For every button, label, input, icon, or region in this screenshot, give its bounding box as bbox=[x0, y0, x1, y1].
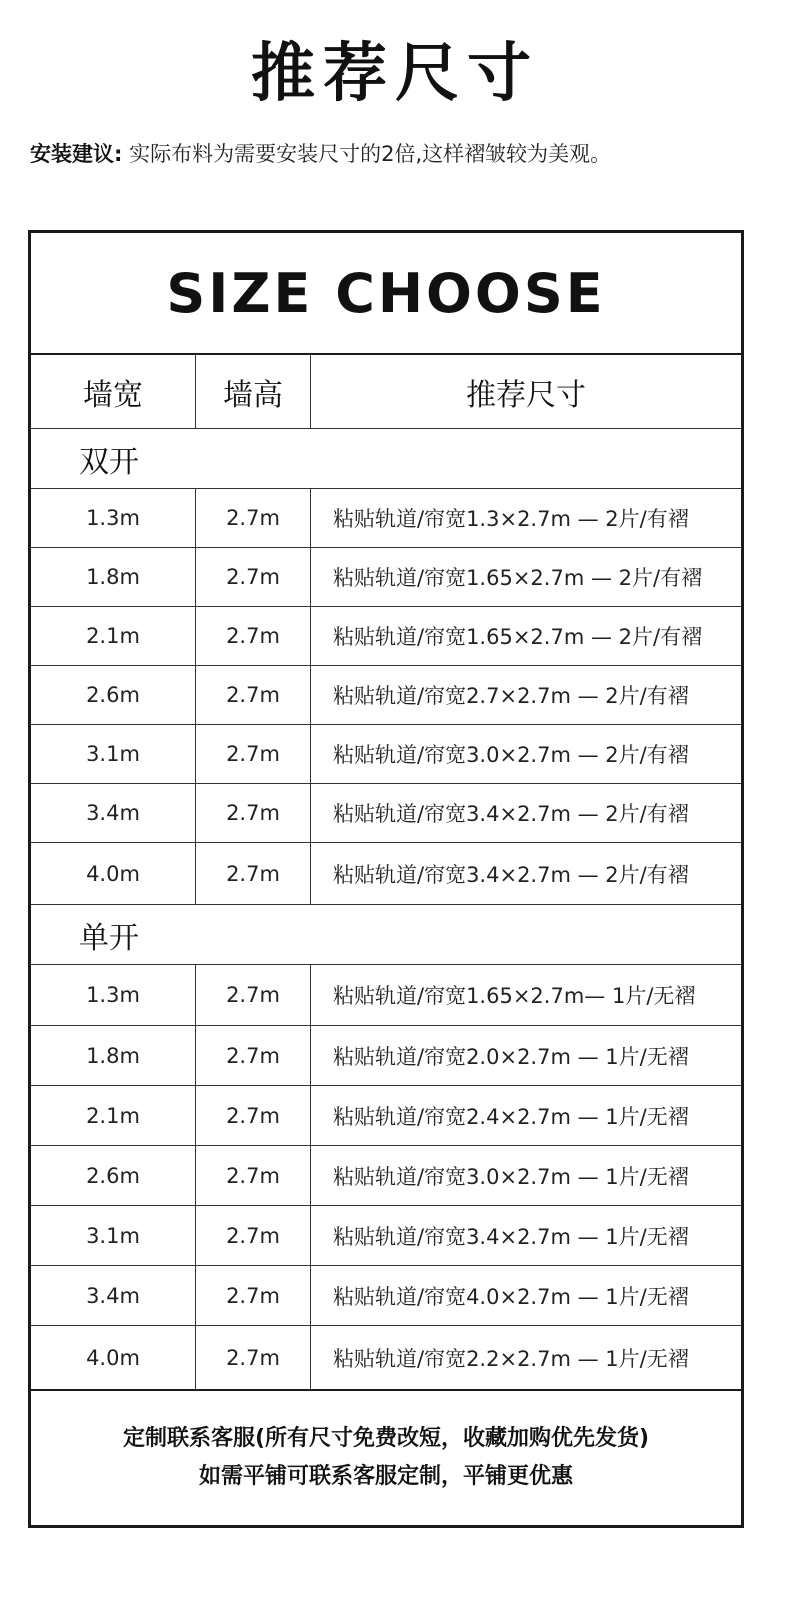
wall-height-cell: 2.7m bbox=[196, 1146, 311, 1205]
wall-height-cell: 2.7m bbox=[196, 965, 311, 1025]
recommended-size-cell: 粘贴轨道/帘宽2.7×2.7m — 2片/有褶 bbox=[333, 684, 689, 708]
table-row bbox=[31, 1146, 741, 1206]
wall-width-cell: 3.4m bbox=[31, 1266, 196, 1325]
recommended-size-cell: 粘贴轨道/帘宽2.4×2.7m — 1片/无褶 bbox=[333, 1104, 689, 1129]
wall-width-cell: 3.1m bbox=[31, 1206, 196, 1265]
table-row bbox=[31, 607, 741, 666]
recommended-size-cell: 粘贴轨道/帘宽2.2×2.7m — 1片/无褶 bbox=[333, 1346, 689, 1371]
wall-height-cell: 2.7m bbox=[196, 548, 311, 606]
section-title-single: 单开 bbox=[79, 920, 139, 956]
advice-text: 实际布料为需要安装尺寸的2倍,这样褶皱较为美观。 bbox=[129, 142, 612, 166]
wall-width-cell: 2.1m bbox=[31, 1086, 196, 1145]
advice-label: 安装建议: bbox=[30, 142, 123, 166]
wall-width-cell: 1.8m bbox=[31, 548, 196, 606]
wall-width-cell: 2.6m bbox=[31, 666, 196, 724]
table-row bbox=[31, 1086, 741, 1146]
table-row bbox=[31, 725, 741, 784]
wall-width-cell: 3.4m bbox=[31, 784, 196, 842]
wall-width-cell: 4.0m bbox=[31, 843, 196, 904]
wall-width-cell: 1.3m bbox=[31, 489, 196, 547]
table-row bbox=[31, 1026, 741, 1086]
recommended-size-cell: 粘贴轨道/帘宽4.0×2.7m — 1片/无褶 bbox=[333, 1284, 689, 1309]
table-header-row bbox=[31, 355, 741, 429]
wall-height-cell: 2.7m bbox=[196, 1266, 311, 1325]
table-row bbox=[31, 843, 741, 905]
recommended-size-cell: 粘贴轨道/帘宽3.0×2.7m — 2片/有褶 bbox=[333, 743, 689, 767]
recommended-size-cell: 粘贴轨道/帘宽1.65×2.7m — 2片/有褶 bbox=[333, 566, 703, 590]
header-wall-height: 墙高 bbox=[196, 355, 311, 428]
recommended-size-cell: 粘贴轨道/帘宽3.4×2.7m — 1片/无褶 bbox=[333, 1224, 689, 1249]
table-row bbox=[31, 1206, 741, 1266]
wall-height-cell: 2.7m bbox=[196, 725, 311, 783]
section-title-row bbox=[31, 905, 741, 965]
wall-width-cell: 4.0m bbox=[31, 1326, 196, 1389]
wall-height-cell: 2.7m bbox=[196, 1026, 311, 1085]
recommended-size-cell: 粘贴轨道/帘宽1.65×2.7m — 2片/有褶 bbox=[333, 625, 703, 649]
table-row bbox=[31, 666, 741, 725]
wall-width-cell: 1.8m bbox=[31, 1026, 196, 1085]
wall-height-cell: 2.7m bbox=[196, 1326, 311, 1389]
header-wall-width: 墙宽 bbox=[31, 355, 196, 428]
recommended-size-cell: 粘贴轨道/帘宽1.65×2.7m— 1片/无褶 bbox=[333, 984, 696, 1008]
table-row bbox=[31, 548, 741, 607]
header-recommended-size: 推荐尺寸 bbox=[466, 377, 586, 413]
wall-height-cell: 2.7m bbox=[196, 666, 311, 724]
table-row bbox=[31, 1326, 741, 1391]
wall-width-cell: 2.1m bbox=[31, 607, 196, 665]
footer-note bbox=[31, 1391, 741, 1525]
recommended-size-cell: 粘贴轨道/帘宽2.0×2.7m — 1片/无褶 bbox=[333, 1044, 689, 1069]
recommended-size-cell: 粘贴轨道/帘宽3.4×2.7m — 2片/有褶 bbox=[333, 862, 689, 887]
wall-height-cell: 2.7m bbox=[196, 489, 311, 547]
recommended-size-cell: 粘贴轨道/帘宽3.4×2.7m — 2片/有褶 bbox=[333, 802, 689, 826]
install-advice bbox=[30, 138, 770, 168]
section-title-double: 双开 bbox=[79, 444, 139, 480]
page-title: 推荐尺寸 bbox=[251, 36, 539, 111]
wall-height-cell: 2.7m bbox=[196, 607, 311, 665]
recommended-size-cell: 粘贴轨道/帘宽1.3×2.7m — 2片/有褶 bbox=[333, 507, 689, 531]
recommended-size-cell: 粘贴轨道/帘宽3.0×2.7m — 1片/无褶 bbox=[333, 1164, 689, 1189]
table-row bbox=[31, 1266, 741, 1326]
wall-height-cell: 2.7m bbox=[196, 1206, 311, 1265]
wall-width-cell: 2.6m bbox=[31, 1146, 196, 1205]
wall-height-cell: 2.7m bbox=[196, 784, 311, 842]
size-choose-heading: SIZE CHOOSE bbox=[31, 233, 741, 355]
footer-line-custom: 定制联系客服(所有尺寸免费改短，收藏加购优先发货) bbox=[122, 1426, 650, 1451]
wall-width-cell: 1.3m bbox=[31, 965, 196, 1025]
section-title-row bbox=[31, 429, 741, 489]
footer-line-flat: 如需平铺可联系客服定制，平铺更优惠 bbox=[198, 1464, 573, 1489]
wall-width-cell: 3.1m bbox=[31, 725, 196, 783]
wall-height-cell: 2.7m bbox=[196, 843, 311, 904]
table-row bbox=[31, 489, 741, 548]
table-row bbox=[31, 965, 741, 1026]
table-row bbox=[31, 784, 741, 843]
size-table-panel bbox=[28, 230, 744, 1528]
wall-height-cell: 2.7m bbox=[196, 1086, 311, 1145]
